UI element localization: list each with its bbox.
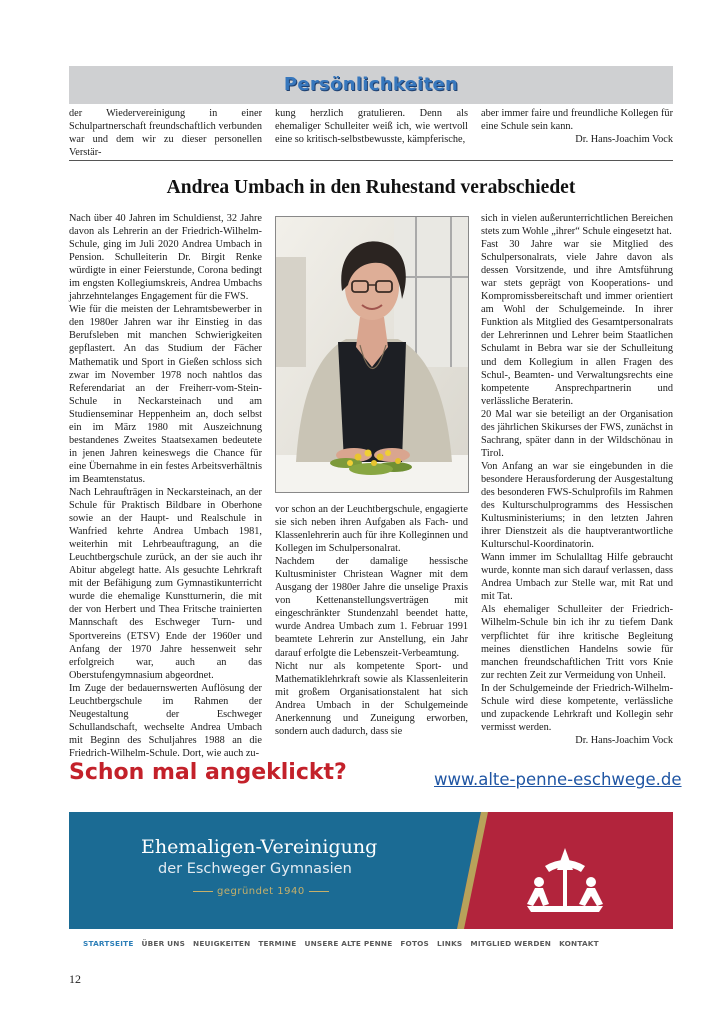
portrait-photo-illustration bbox=[276, 217, 468, 492]
article-paragraph: Als ehemaliger Schulleiter der Friedrich-Wilhelm-Schule bin ich ihr zu tiefem Dank verpflichtet für ihre kritische Begleitung meines dienstlichen Handelns sowie für manchen freundschaftlichen Tritt vors Knie zur rechten Zeit zur Vermeidung von Unheil. bbox=[481, 604, 673, 681]
founded-label: gegründet 1940 bbox=[217, 886, 305, 897]
nav-item-ueber-uns[interactable]: ÜBER UNS bbox=[141, 939, 186, 948]
article-paragraph: In der Schulgemeinde der Friedrich-Wilhelm-Schule wird diese kompetente, verlässliche und zupackende Lehrkraft und Kollegin sehr vermisst werden. bbox=[481, 682, 673, 733]
article-signature: Dr. Hans-Joachim Vock bbox=[575, 734, 673, 746]
nav-item-fotos[interactable]: FOTOS bbox=[400, 939, 429, 948]
article-paragraph: Nach über 40 Jahren im Schuldienst, 32 Jahre davon als Lehrerin an der Friedrich-Wilhelm-Schule, ging im Juli 2020 Andrea Umbach in Pension. Schulleiterin Dr. Birgit Renke würdigte in einer Feierstunde, Corona bedingt im engsten Kollegiumskreis, Andrea Umbachs jahrzehntelanges Engagement für die FWS. bbox=[69, 213, 262, 303]
banner-subtitle: der Eschweger Gymnasien bbox=[158, 861, 352, 877]
banner-founded-text bbox=[189, 886, 333, 897]
divider-rule bbox=[69, 160, 673, 161]
article-paragraph: Fast 30 Jahre war sie Mitglied des Schulpersonalrats, viele Jahre davon als dessen Vorsitzende, und ihre Amtsführung war stets geprägt von Kooperations- und Kompromissbereitschaft und immer orientiert am Wohl der Schulgemeinde. In ihrer Funktion als Mitglied des Gesamtpersonalrats der Lehrerinnen und Lehrer beim Staatlichen Schulamt in Bebra war sie der Schulleitung und dem Kollegium in allen Fragen des Schul-, Beamten- und Verwaltungsrechts eine kompetente Ansprechpartnerin und verlässliche Beraterin. bbox=[481, 239, 673, 407]
founded-line-left bbox=[193, 891, 213, 892]
previous-article-signature: Dr. Hans-Joachim Vock bbox=[575, 134, 673, 146]
nav-item-links[interactable]: LINKS bbox=[437, 939, 463, 948]
article-paragraph: sich in vielen außerunterrichtlichen Bereichen stets zum Wohle „ihrer“ Schule eingesetzt hat. bbox=[481, 213, 673, 238]
article-paragraph: vor schon an der Leuchtbergschule, engagierte sie sich neben ihren Aufgaben als Fach- und Klassenlehrerin auch für ihre Kolleginnen und Kollegen im Schulpersonalrat. bbox=[275, 504, 468, 555]
nav-item-neuigkeiten[interactable]: NEUIGKEITEN bbox=[193, 939, 251, 948]
promo-website-link[interactable]: www.alte-penne-eschwege.de bbox=[434, 770, 682, 789]
previous-article-column-1 bbox=[69, 107, 262, 159]
article-paragraph: Nachdem der damalige hessische Kultusminister Christean Wagner mit dem Ausgang der 1980er Jahre die unselige Praxis von Kettenanstellungsverträgen mit eingeschränkter Stundenzahl beendet hatte, wurde Andrea Umbach zum 1. Februar 1991 beamtete Lehrerin zur Anstellung, ein Jahr darauf erfolgte die Lebenszeit-Verbeamtung. bbox=[275, 556, 468, 659]
promo-headline: Schon mal angeklickt? bbox=[69, 760, 347, 785]
article-paragraph: Nach Lehraufträgen in Neckarsteinach, an der Schule für Praktisch Bildbare in Oberhone sowie an der Haupt- und Realschule in Wanfried kehrte Andrea Umbach 1981, weiterhin mit Lehrbeauftragung, an die Leuchtbergschule zurück, an der sie auch ihr Abitur abgelegt hatte. Als gesuchte Lehrkraft mit der Befähigung zum Gymnastikunterricht wurde die ehemalige Kunstturnerin, die mit der von Herbert und Thea Fritsche trainierten Mannschaft des Eschweger Turn- und Sportvereins (ETSV) Ende der 1960er und Anfang der 1970 Jahre hessenweit sehr erfolgreich war, auch an das Oberstufengymnasium abgeordnet. bbox=[69, 486, 262, 681]
article-column-3 bbox=[481, 212, 673, 747]
previous-article-column-3 bbox=[481, 107, 673, 146]
previous-article-text: aber immer faire und freundliche Kollegen für eine Schule sein kann. bbox=[481, 108, 673, 133]
article-headline: Andrea Umbach in den Ruhestand verabschiedet bbox=[166, 177, 576, 198]
previous-article-text: der Wiedervereinigung in einer Schulpartnerschaft freundschaftlich verbunden war und dem wir zu dieser personellen Verstär- bbox=[69, 108, 262, 159]
nav-item-kontakt[interactable]: KONTAKT bbox=[559, 939, 599, 948]
association-banner[interactable] bbox=[69, 812, 673, 929]
page-number: 12 bbox=[69, 972, 81, 986]
nav-item-termine[interactable]: TERMINE bbox=[258, 939, 297, 948]
article-paragraph: Nicht nur als kompetente Sport- und Mathematiklehrkraft sowie als Klassenleiterin mit großem Organisationstalent hat sich Andrea Umbach in der Schulgemeinde Anerkennung und Zuneigung erworben, sondern auch dadurch, dass sie bbox=[275, 660, 468, 737]
portrait-photo bbox=[275, 216, 469, 493]
article-paragraph: Im Zuge der bedauernswerten Auflösung der Leuchtbergschule im Rahmen der Neugestaltung der Eschweger Schullandschaft, wechselte Andrea Umbach mit Beginn des Schuljahres 1988 an die Friedrich-Wilhelm-Schule. Dort, wie auch zu- bbox=[69, 682, 262, 759]
nav-item-mitglied-werden[interactable]: MITGLIED WERDEN bbox=[470, 939, 552, 948]
article-paragraph: Von Anfang an war sie eingebunden in die besondere Herausforderung der Ausgestaltung des besonderen FWS-Schulprofils im Rahmen des Kulturschulprogramms des Hessischen Kultusministeriums; in den letzten Jahren ihrer Dienstzeit als die hauptverantwortliche Kulturschul-Koordinatorin. bbox=[481, 460, 673, 551]
article-paragraph: Wann immer im Schulalltag Hilfe gebraucht wurde, konnte man sich darauf verlassen, dass Andrea Umbach zur Stelle war, mit Rat und mit Tat. bbox=[481, 552, 673, 603]
section-title: Persönlichkeiten bbox=[283, 74, 459, 95]
founded-line-right bbox=[309, 891, 329, 892]
article-paragraph: 20 Mal war sie beteiligt an der Organisation des jährlichen Skikurses der FWS, zunächst in Sachrang, später dann in der Wildschönau in Tirol. bbox=[481, 408, 673, 459]
article-column-2 bbox=[275, 503, 468, 738]
nav-item-startseite[interactable]: STARTSEITE bbox=[83, 939, 134, 948]
nav-item-unsere-alte-penne[interactable]: UNSERE ALTE PENNE bbox=[304, 939, 393, 948]
article-paragraph: Wie für die meisten der Lehramtsbewerber in den 1980er Jahren war ihr Einstieg in das Berufsleben mit manchen Schwierigkeiten gepflastert. An das Studium der Fächer Mathematik und Sport in Gießen schloss sich zwar im November 1978 noch nahtlos das Referendariat an der Freiherr-vom-Stein-Schule in Neckarsteinach und am Studienseminar Heppenheim an, doch selbst ein im März 1980 mit Auszeichnung bestandenes Zweites Staatsexamen bedeutete in jenen Jahren keineswegs die Chance für eine Übernahme in ein festes Arbeitsverhältnis im Beamtenstatus. bbox=[69, 304, 262, 485]
article-column-1 bbox=[69, 212, 262, 760]
website-navigation bbox=[83, 939, 599, 948]
previous-article-column-2 bbox=[275, 107, 468, 146]
section-header-bar bbox=[69, 66, 673, 104]
banner-title: Ehemaligen-Vereinigung bbox=[141, 836, 378, 858]
previous-article-text: kung herzlich gratulieren. Denn als ehemaliger Schulleiter weiß ich, wie wertvoll eine so kritisch-selbstbewusste, kämpferische, bbox=[275, 108, 468, 146]
